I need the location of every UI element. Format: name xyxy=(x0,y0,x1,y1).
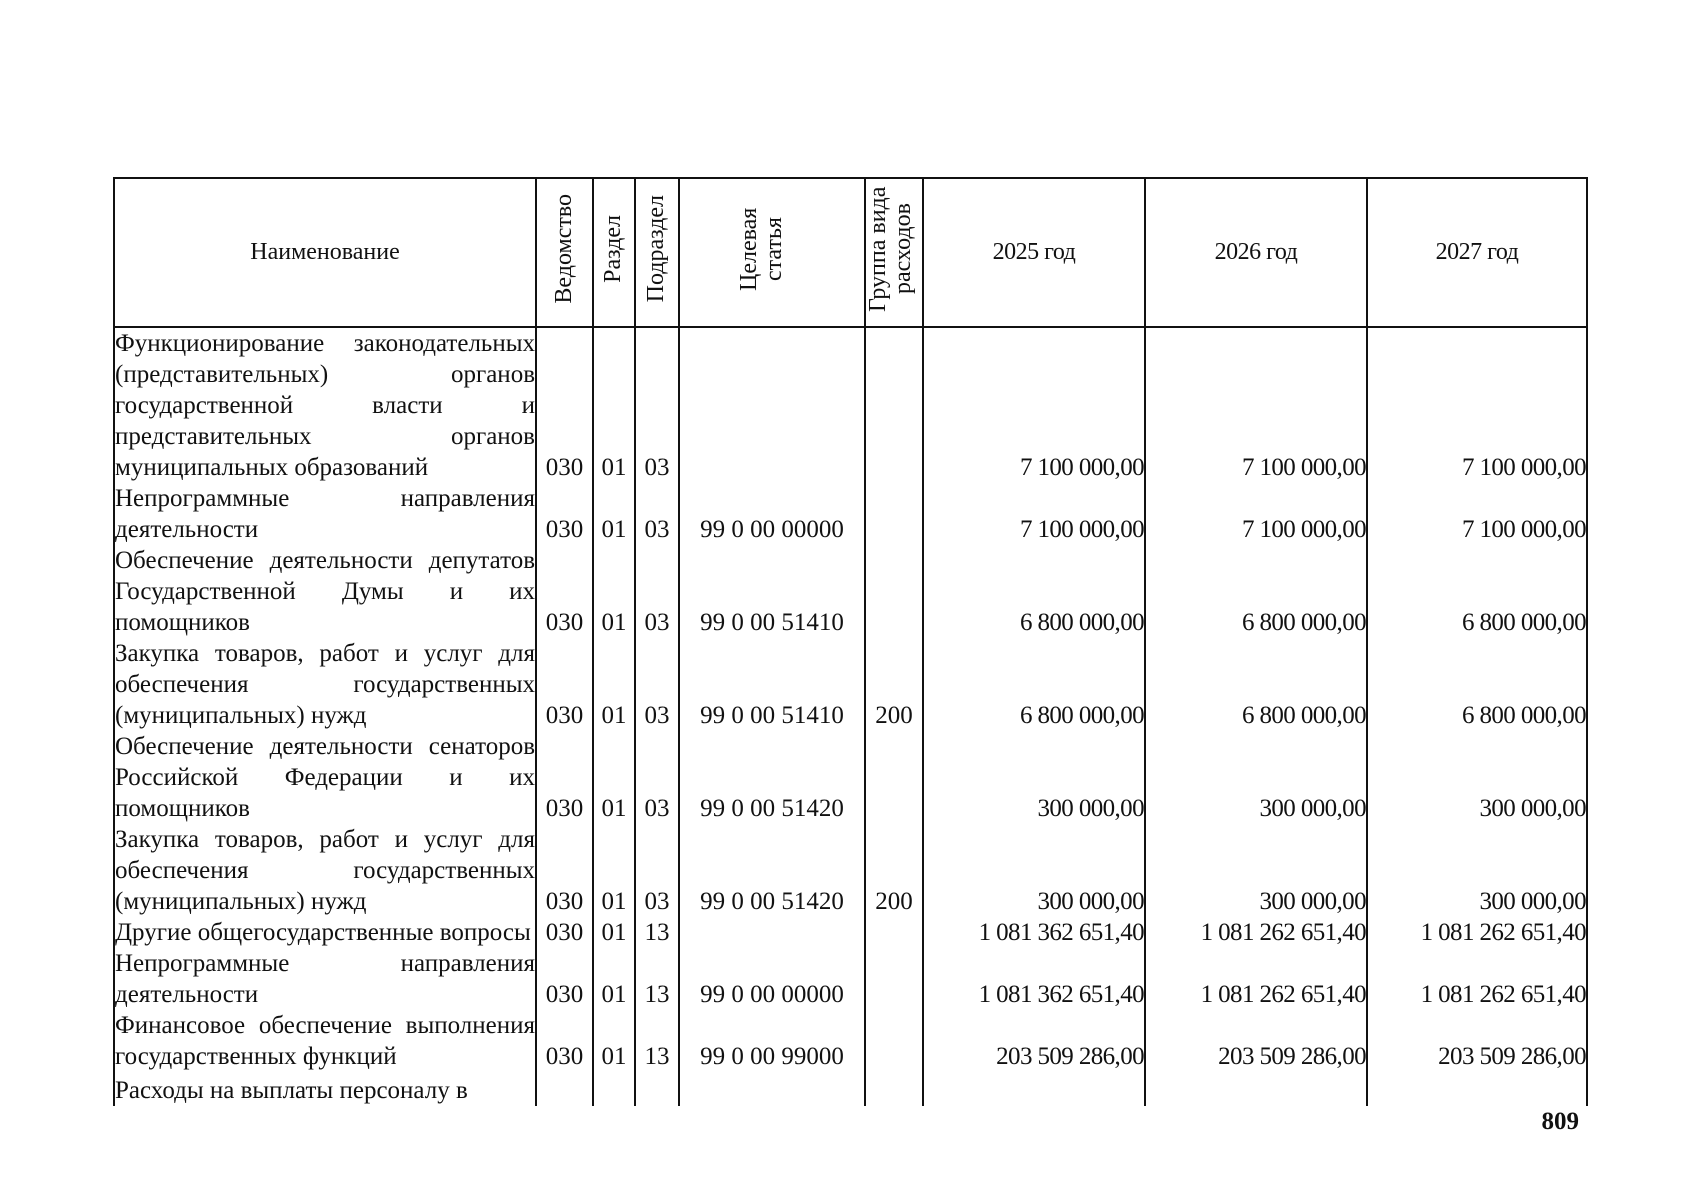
row-target-article-value: 99 0 00 51420 xyxy=(700,888,844,915)
row-target-article xyxy=(679,545,865,638)
row-expense-group xyxy=(865,917,923,948)
row-amount-2025 xyxy=(923,948,1145,1010)
row-amount-2025-value: 203 509 286,00 xyxy=(996,1043,1144,1070)
row-target-article-value: 99 0 00 51420 xyxy=(700,795,844,822)
row-amount-2025 xyxy=(923,327,1145,483)
table-row xyxy=(114,545,1587,638)
row-subsection-value: 03 xyxy=(644,888,670,915)
row-amount-2027-value: 6 800 000,00 xyxy=(1461,702,1586,729)
row-section xyxy=(593,948,635,1010)
row-amount-2026 xyxy=(1145,638,1367,731)
row-subsection xyxy=(635,1072,679,1106)
row-department xyxy=(536,545,593,638)
row-amount-2025 xyxy=(923,1010,1145,1072)
row-amount-2027-value: 300 000,00 xyxy=(1479,888,1586,915)
table-row xyxy=(114,638,1587,731)
row-name: Закупка товаров, работ и услуг для обеспечения государственных (муниципальных) нужд xyxy=(115,640,535,729)
header-section xyxy=(593,178,635,327)
row-amount-2026 xyxy=(1145,545,1367,638)
row-amount-2026-value: 6 800 000,00 xyxy=(1241,702,1366,729)
table-row xyxy=(114,824,1587,917)
row-subsection xyxy=(635,917,679,948)
row-amount-2025-value: 7 100 000,00 xyxy=(1019,516,1144,543)
row-department-value: 030 xyxy=(545,454,584,481)
row-expense-group xyxy=(865,948,923,1010)
row-amount-2026 xyxy=(1145,1072,1367,1106)
row-section-value: 01 xyxy=(601,516,627,543)
row-target-article xyxy=(679,824,865,917)
row-section xyxy=(593,483,635,545)
row-amount-2026-value: 7 100 000,00 xyxy=(1241,516,1366,543)
row-section xyxy=(593,1010,635,1072)
row-expense-group-value: 200 xyxy=(875,702,913,729)
table-row xyxy=(114,483,1587,545)
row-target-article xyxy=(679,948,865,1010)
row-target-article xyxy=(679,917,865,948)
row-subsection-value: 13 xyxy=(644,981,670,1008)
row-target-article xyxy=(679,483,865,545)
row-department xyxy=(536,917,593,948)
row-expense-group xyxy=(865,824,923,917)
row-amount-2027-value: 300 000,00 xyxy=(1479,795,1586,822)
row-subsection xyxy=(635,948,679,1010)
table-row xyxy=(114,1010,1587,1072)
row-amount-2025-value: 300 000,00 xyxy=(1037,888,1144,915)
table-row xyxy=(114,917,1587,948)
row-name: Расходы на выплаты персоналу в xyxy=(114,1072,536,1106)
row-amount-2025 xyxy=(923,917,1145,948)
row-name: Закупка товаров, работ и услуг для обеспечения государственных (муниципальных) нужд xyxy=(115,826,535,915)
row-amount-2026 xyxy=(1145,917,1367,948)
header-expense-group-label: Группа вида расходов xyxy=(865,186,917,312)
row-subsection-value: 13 xyxy=(644,1043,670,1070)
row-amount-2027 xyxy=(1367,638,1587,731)
row-subsection xyxy=(635,327,679,483)
row-target-article xyxy=(679,731,865,824)
page-number: 809 xyxy=(1541,1108,1579,1135)
header-department-label: Ведомство xyxy=(550,194,577,304)
row-amount-2025 xyxy=(923,1072,1145,1106)
row-amount-2027-value: 7 100 000,00 xyxy=(1461,454,1586,481)
row-department-value: 030 xyxy=(545,1043,584,1070)
row-section xyxy=(593,638,635,731)
header-target-article-label: Целевая статья xyxy=(736,207,788,291)
row-target-article xyxy=(679,638,865,731)
row-expense-group xyxy=(865,731,923,824)
row-amount-2026-value: 7 100 000,00 xyxy=(1241,454,1366,481)
row-amount-2026-value: 203 509 286,00 xyxy=(1218,1043,1366,1070)
row-name: Другие общегосударственные вопросы xyxy=(114,917,536,948)
header-subsection-label: Подраздел xyxy=(643,195,670,303)
row-subsection xyxy=(635,731,679,824)
row-subsection-value: 13 xyxy=(644,919,670,946)
header-subsection xyxy=(635,178,679,327)
row-amount-2025-value: 300 000,00 xyxy=(1037,795,1144,822)
row-section xyxy=(593,917,635,948)
row-amount-2025-value: 7 100 000,00 xyxy=(1019,454,1144,481)
table-row xyxy=(114,731,1587,824)
row-expense-group xyxy=(865,483,923,545)
header-expense-group xyxy=(865,178,923,327)
row-amount-2027 xyxy=(1367,483,1587,545)
row-target-article xyxy=(679,1010,865,1072)
budget-table xyxy=(113,177,1588,1106)
row-amount-2027-value: 7 100 000,00 xyxy=(1461,516,1586,543)
row-amount-2026-value: 300 000,00 xyxy=(1259,795,1366,822)
row-subsection-value: 03 xyxy=(644,609,670,636)
row-department xyxy=(536,824,593,917)
row-target-article-value: 99 0 00 51410 xyxy=(700,609,844,636)
row-expense-group xyxy=(865,327,923,483)
row-subsection xyxy=(635,638,679,731)
header-name: Наименование xyxy=(114,178,536,327)
row-amount-2025 xyxy=(923,824,1145,917)
row-amount-2025-value: 1 081 362 651,40 xyxy=(978,919,1144,946)
row-expense-group xyxy=(865,545,923,638)
row-amount-2025 xyxy=(923,731,1145,824)
row-amount-2027 xyxy=(1367,917,1587,948)
row-section-value: 01 xyxy=(601,919,627,946)
row-amount-2026 xyxy=(1145,731,1367,824)
row-section-value: 01 xyxy=(601,454,627,481)
table-row xyxy=(114,327,1587,483)
header-department xyxy=(536,178,593,327)
header-section-label: Раздел xyxy=(600,215,627,283)
row-section-value: 01 xyxy=(601,609,627,636)
row-section-value: 01 xyxy=(601,702,627,729)
row-department-value: 030 xyxy=(545,888,584,915)
row-section xyxy=(593,1072,635,1106)
row-department-value: 030 xyxy=(545,516,584,543)
row-amount-2026-value: 300 000,00 xyxy=(1259,888,1366,915)
row-name: Непрограммные направления деятельности xyxy=(115,950,535,1008)
row-department-value: 030 xyxy=(545,919,584,946)
row-subsection-value: 03 xyxy=(644,795,670,822)
row-section-value: 01 xyxy=(601,795,627,822)
row-department-value: 030 xyxy=(545,702,584,729)
row-amount-2027-value: 6 800 000,00 xyxy=(1461,609,1586,636)
row-department xyxy=(536,638,593,731)
row-subsection xyxy=(635,824,679,917)
row-amount-2027 xyxy=(1367,1072,1587,1106)
row-target-article-value: 99 0 00 51410 xyxy=(700,702,844,729)
row-subsection-value: 03 xyxy=(644,454,670,481)
row-department xyxy=(536,1010,593,1072)
row-amount-2025 xyxy=(923,483,1145,545)
row-amount-2025 xyxy=(923,545,1145,638)
row-amount-2027 xyxy=(1367,731,1587,824)
table-row xyxy=(114,948,1587,1010)
row-name: Финансовое обеспечение выполнения государственных функций xyxy=(115,1012,535,1070)
row-department xyxy=(536,483,593,545)
row-section xyxy=(593,545,635,638)
row-department-value: 030 xyxy=(545,609,584,636)
row-section-value: 01 xyxy=(601,981,627,1008)
row-amount-2026 xyxy=(1145,483,1367,545)
row-name: Обеспечение деятельности сенаторов Российской Федерации и их помощников xyxy=(115,733,535,822)
row-expense-group-value: 200 xyxy=(875,888,913,915)
row-amount-2026-value: 1 081 262 651,40 xyxy=(1200,919,1366,946)
row-target-article xyxy=(679,327,865,483)
row-amount-2027-value: 1 081 262 651,40 xyxy=(1420,981,1586,1008)
row-department xyxy=(536,327,593,483)
row-amount-2025-value: 6 800 000,00 xyxy=(1019,609,1144,636)
row-amount-2027 xyxy=(1367,1010,1587,1072)
row-amount-2027 xyxy=(1367,545,1587,638)
row-amount-2026-value: 6 800 000,00 xyxy=(1241,609,1366,636)
row-section xyxy=(593,731,635,824)
row-target-article-value: 99 0 00 99000 xyxy=(700,1043,844,1070)
row-name: Обеспечение деятельности депутатов Государственной Думы и их помощников xyxy=(115,547,535,636)
row-amount-2027 xyxy=(1367,824,1587,917)
row-name: Функционирование законодательных (представительных) органов государственной власти и представительных органов муниципальных образований xyxy=(114,327,536,483)
table-body xyxy=(114,327,1587,1106)
row-subsection-value: 03 xyxy=(644,702,670,729)
row-target-article-value: 99 0 00 00000 xyxy=(700,516,844,543)
row-section xyxy=(593,824,635,917)
row-expense-group xyxy=(865,1072,923,1106)
row-amount-2025-value: 6 800 000,00 xyxy=(1019,702,1144,729)
row-amount-2026 xyxy=(1145,327,1367,483)
row-expense-group xyxy=(865,638,923,731)
row-amount-2025 xyxy=(923,638,1145,731)
row-amount-2025-value: 1 081 362 651,40 xyxy=(978,981,1144,1008)
row-amount-2026 xyxy=(1145,948,1367,1010)
row-department-value: 030 xyxy=(545,981,584,1008)
row-subsection xyxy=(635,483,679,545)
row-amount-2026 xyxy=(1145,824,1367,917)
row-section-value: 01 xyxy=(601,1043,627,1070)
row-target-article xyxy=(679,1072,865,1106)
row-amount-2026 xyxy=(1145,1010,1367,1072)
row-amount-2026-value: 1 081 262 651,40 xyxy=(1200,981,1366,1008)
row-department xyxy=(536,948,593,1010)
header-year-2027: 2027 год xyxy=(1367,178,1587,327)
row-amount-2027-value: 1 081 262 651,40 xyxy=(1420,919,1586,946)
row-subsection xyxy=(635,1010,679,1072)
row-section-value: 01 xyxy=(601,888,627,915)
row-target-article-value: 99 0 00 00000 xyxy=(700,981,844,1008)
table-row-partial xyxy=(114,1072,1587,1106)
header-year-2026: 2026 год xyxy=(1145,178,1367,327)
row-department xyxy=(536,731,593,824)
row-subsection-value: 03 xyxy=(644,516,670,543)
table-header-row xyxy=(114,178,1587,327)
row-name: Непрограммные направления деятельности xyxy=(115,485,535,543)
header-year-2025: 2025 год xyxy=(923,178,1145,327)
row-department-value: 030 xyxy=(545,795,584,822)
row-subsection xyxy=(635,545,679,638)
row-section xyxy=(593,327,635,483)
row-amount-2027 xyxy=(1367,327,1587,483)
header-target-article xyxy=(679,178,865,327)
row-amount-2027 xyxy=(1367,948,1587,1010)
row-amount-2027-value: 203 509 286,00 xyxy=(1438,1043,1586,1070)
row-department xyxy=(536,1072,593,1106)
row-expense-group xyxy=(865,1010,923,1072)
